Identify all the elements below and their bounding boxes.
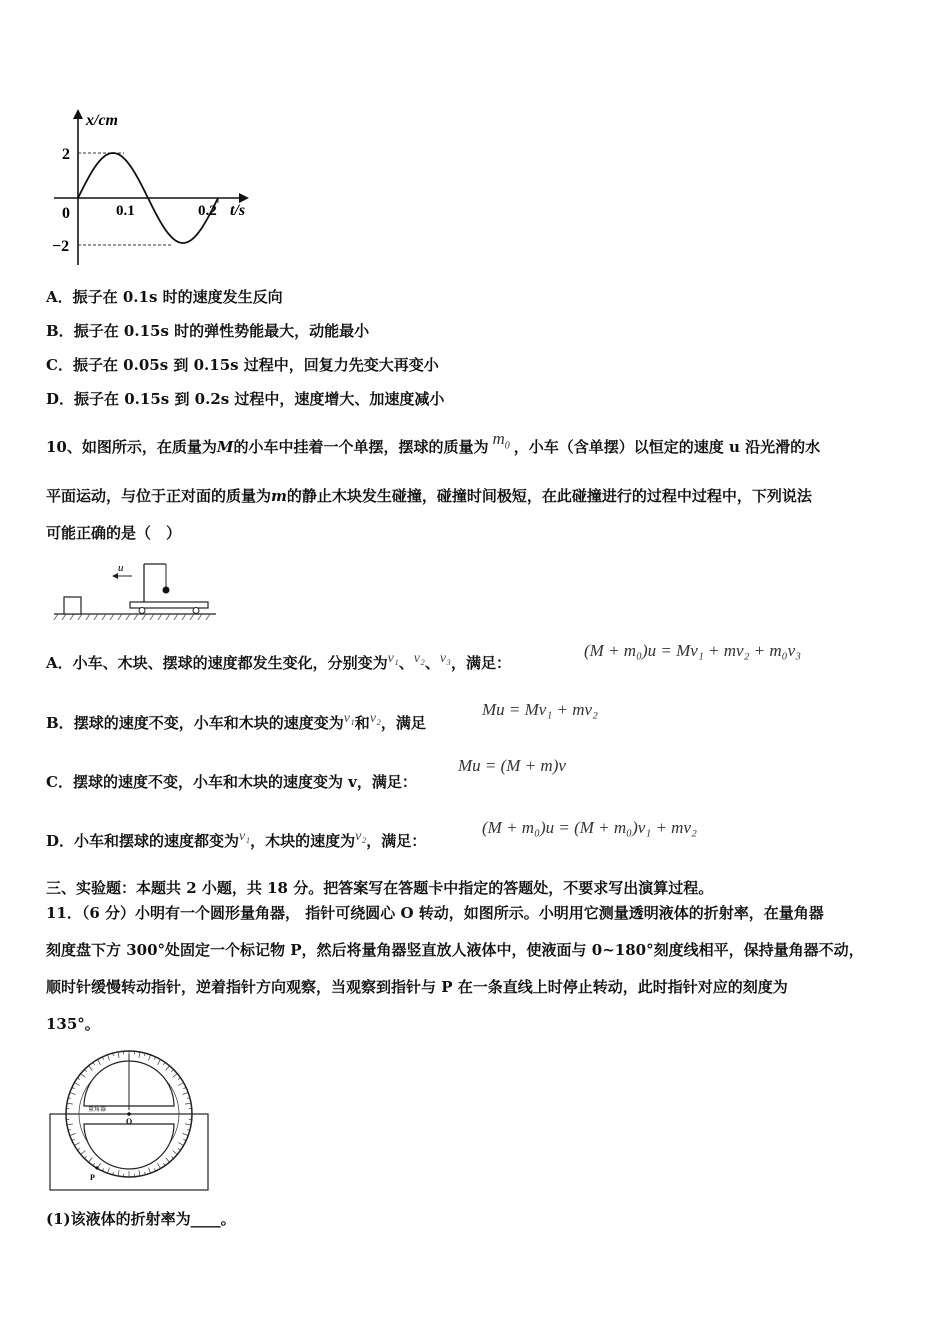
protractor-tick bbox=[173, 1074, 178, 1078]
x-tick-2: 0.2 bbox=[198, 203, 217, 219]
x-tick-1: 0.1 bbox=[116, 203, 135, 219]
q10-text: 的静止木块发生碰撞，碰撞时间极短，在此碰撞进行的过程中过程中，下列说法 bbox=[286, 487, 812, 505]
q10-text: 10、如图所示，在质量为 bbox=[46, 438, 217, 456]
center-point bbox=[127, 1112, 131, 1116]
option-text: ，木块的速度为 bbox=[250, 832, 356, 850]
option-text: 振子在 0.05s 到 0.15s 过程中，回复力先变大再变小 bbox=[72, 356, 439, 374]
protractor-tick bbox=[149, 1055, 151, 1061]
option-label: D． bbox=[46, 390, 75, 408]
cart-wheel bbox=[193, 608, 199, 614]
option-text: 振子在 0.15s 时的弹性势能最大，动能最小 bbox=[73, 322, 370, 340]
option-text: 和 bbox=[354, 714, 370, 732]
var-v1: v₁ bbox=[387, 651, 399, 666]
var-v2: v₂ bbox=[413, 651, 425, 666]
pendulum-ball bbox=[163, 587, 170, 594]
protractor-tick bbox=[74, 1083, 79, 1086]
section3-heading: 三、实验题：本题共 2 小题，共 18 分。把答案写在答题卡中指定的答题处，不要求写出演算过程。 bbox=[46, 879, 714, 897]
velocity-label: u bbox=[118, 562, 124, 574]
y-axis-arrow-icon bbox=[73, 109, 83, 119]
q10-option-a bbox=[46, 652, 511, 673]
protractor-tick bbox=[89, 1066, 93, 1071]
protractor-tick bbox=[118, 1052, 119, 1058]
var-v1: v₁ bbox=[239, 829, 251, 844]
cart-wheel bbox=[139, 608, 145, 614]
option-label: A． bbox=[46, 288, 73, 306]
protractor-tick bbox=[139, 1052, 140, 1058]
q10-option-d bbox=[46, 830, 426, 851]
option-text: 、 bbox=[424, 654, 440, 672]
q10-formula-c: Mu = (M + m)v bbox=[458, 756, 566, 775]
var-M: M bbox=[216, 438, 234, 456]
var-v1: v₁ bbox=[343, 711, 355, 726]
marker-p-label: P bbox=[90, 1173, 95, 1182]
option-label: A． bbox=[46, 654, 73, 672]
q10-formula-b: Mu = Mv₁ + mv₂ bbox=[482, 700, 598, 719]
option-text: ，满足： bbox=[366, 832, 427, 850]
protractor-figure bbox=[44, 1044, 214, 1196]
q11-subquestion-1: (1)该液体的折射率为____。 bbox=[46, 1210, 236, 1228]
q10-stem-line1 bbox=[46, 429, 821, 459]
option-text: 小车和摆球的速度都变为 bbox=[74, 832, 240, 850]
protractor-tick bbox=[67, 1103, 73, 1104]
marker-p bbox=[95, 1166, 98, 1169]
q9-option-d bbox=[46, 388, 444, 409]
q11-stem-line2: 刻度盘下方 300°处固定一个标记物 P，然后将量角器竖直放人液体中，使液面与 0~180°刻度线相平，保持量角器不动， bbox=[46, 941, 864, 959]
q10-option-b bbox=[46, 712, 426, 733]
option-label: C． bbox=[46, 773, 73, 791]
q11-stem-line1: 11．（6 分）小明有一个圆形量角器， 指针可绕圆心 O 转动，如图所示。小明用它测量透明液体的折射率，在量角器 bbox=[46, 904, 824, 922]
oscillation-graph bbox=[40, 105, 270, 275]
var-m: m bbox=[271, 487, 287, 505]
protractor-tick bbox=[183, 1092, 189, 1094]
q10-text: 的小车中挂着一个单摆，摆球的质量为 bbox=[233, 438, 489, 456]
protractor-label: 量角器 bbox=[88, 1107, 107, 1113]
option-label: B． bbox=[46, 322, 74, 340]
var-v2: v₂ bbox=[355, 829, 367, 844]
q10-stem-line3 bbox=[46, 522, 181, 543]
cart-pendulum-figure bbox=[50, 552, 220, 624]
option-text: 振子在 0.15s 到 0.2s 过程中，速度增大、加速度减小 bbox=[74, 390, 445, 408]
q10-text: 可能正确的是（ ） bbox=[46, 524, 182, 542]
protractor-tick bbox=[70, 1092, 76, 1094]
q10-stem-line2 bbox=[46, 485, 812, 506]
protractor-tick bbox=[81, 1074, 86, 1078]
option-text: 小车、木块、摆球的速度都发生变化，分别变为 bbox=[72, 654, 388, 672]
option-text: ，满足 bbox=[380, 714, 426, 732]
y-tick-bottom: −2 bbox=[52, 238, 70, 255]
var-v2: v₂ bbox=[369, 711, 381, 726]
q10-text: 平面运动，与位于正对面的质量为 bbox=[46, 487, 272, 505]
q11-stem-line3: 顺时针缓慢转动指针，逆着指针方向观察，当观察到指针与 P 在一条直线上时停止转动，此时指针对应的刻度为 bbox=[46, 978, 788, 996]
m0-main: m bbox=[492, 429, 505, 448]
protractor-tick bbox=[158, 1059, 161, 1064]
y-tick-top: 2 bbox=[62, 146, 70, 163]
option-text: 摆球的速度不变，小车和木块的速度变为 bbox=[73, 714, 344, 732]
protractor-tick bbox=[107, 1055, 109, 1061]
wood-block bbox=[64, 597, 81, 614]
protractor-tick bbox=[98, 1059, 101, 1064]
q10-text: ，小车（含单摆）以恒定的速度 u 沿光滑的水 bbox=[513, 438, 821, 456]
option-label: D． bbox=[46, 832, 75, 850]
var-v3: v₃ bbox=[439, 651, 451, 666]
x-axis-label: t/s bbox=[230, 202, 246, 219]
q9-option-b bbox=[46, 320, 369, 341]
option-text: ，满足： bbox=[450, 654, 511, 672]
option-label: C． bbox=[46, 356, 73, 374]
ground-hatching bbox=[54, 614, 210, 620]
option-label: B． bbox=[46, 714, 74, 732]
q11-stem-line4: 135°。 bbox=[46, 1015, 100, 1033]
option-text: 摆球的速度不变，小车和木块的速度变为 v，满足： bbox=[72, 773, 417, 791]
q9-option-c bbox=[46, 354, 439, 375]
protractor-tick bbox=[178, 1083, 183, 1086]
origin-label: 0 bbox=[62, 205, 70, 222]
y-axis-label: x/cm bbox=[86, 112, 118, 129]
q10-option-c bbox=[46, 771, 417, 792]
protractor-tick bbox=[185, 1103, 191, 1104]
q10-formula-a: (M + m₀)u = Mv₁ + mv₂ + m₀v₃ bbox=[584, 641, 802, 660]
center-label: O bbox=[126, 1117, 133, 1126]
option-text: 振子在 0.1s 时的速度发生反向 bbox=[72, 288, 283, 306]
option-text: 、 bbox=[398, 654, 414, 672]
protractor-tick bbox=[166, 1066, 170, 1071]
q10-formula-d: (M + m₀)u = (M + m₀)v₁ + mv₂ bbox=[482, 818, 697, 837]
var-m0 bbox=[489, 429, 514, 452]
m0-sub: 0 bbox=[504, 440, 510, 452]
q9-option-a bbox=[46, 286, 283, 307]
